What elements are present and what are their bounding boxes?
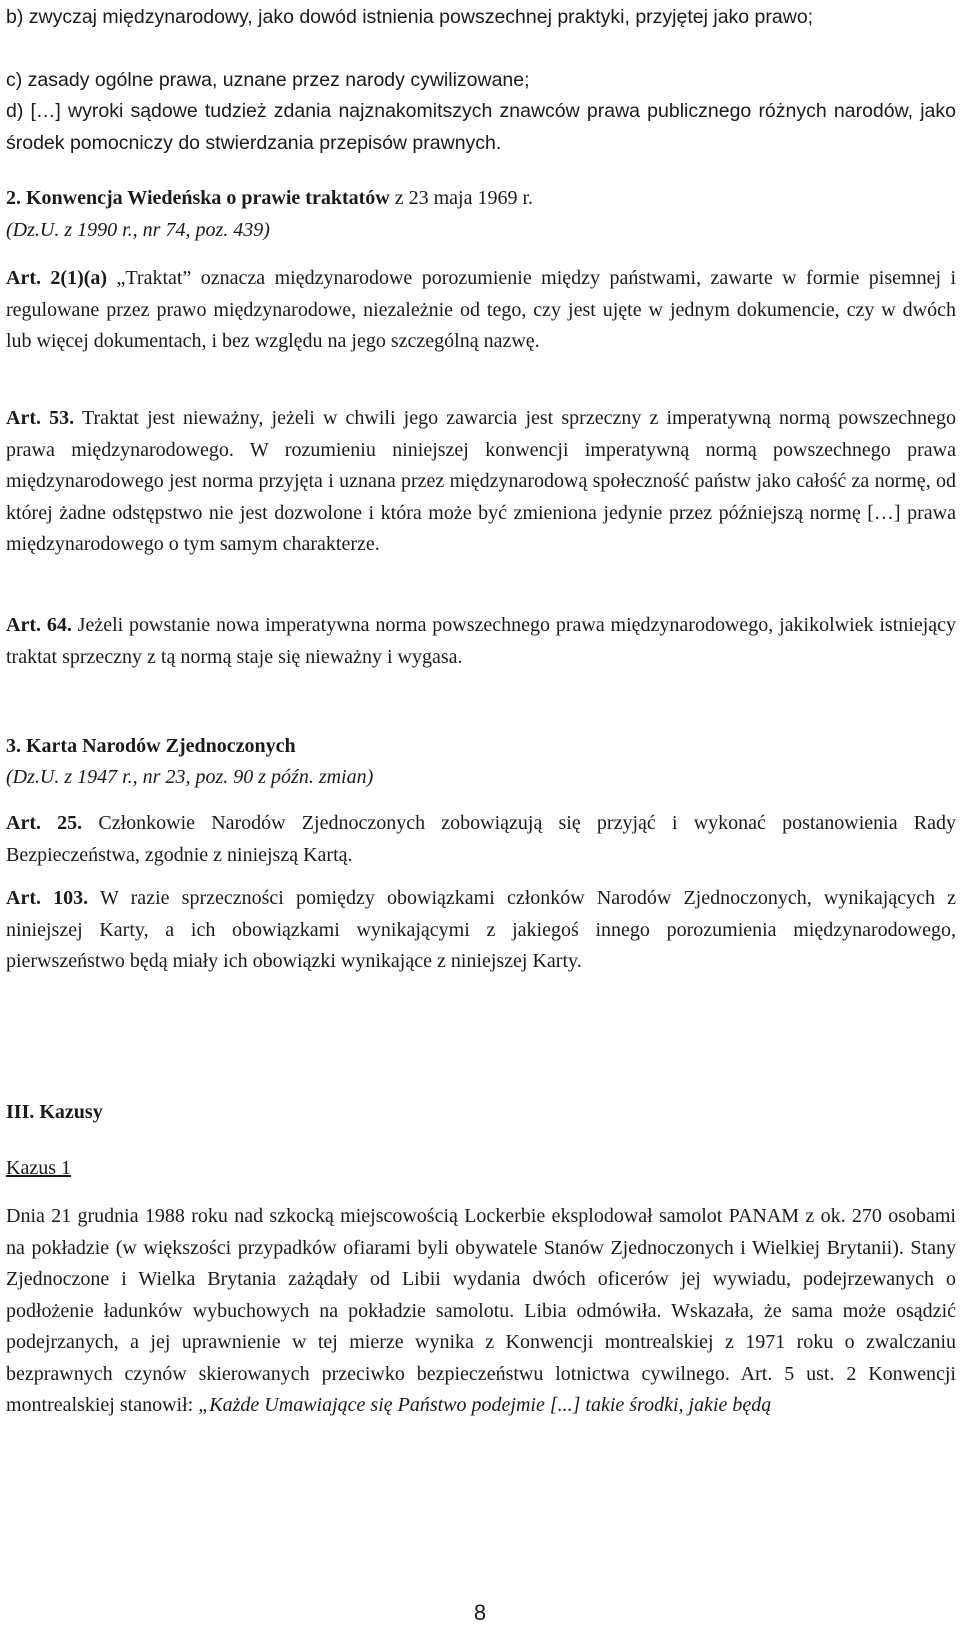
case-title: Kazus 1 (6, 1157, 71, 1179)
charter-art-103: Art. 103. W razie sprzeczności pomiędzy obowiązkami członków Narodów Zjednoczonych, wynikających z niniejszej Karty, a ich obowiązkami wynikającymi z jakiegoś innego porozumienia międzynarodowego, pierwszeństwo będą miały ich obowiązki wynikające z niniejszej Karty. (6, 887, 957, 972)
article-label: Art. 2(1)(a) (6, 267, 108, 289)
article-label: Art. 103. (6, 887, 89, 909)
section-heading-cases: III. Kazusy (6, 1101, 103, 1123)
article-label: Art. 25. (6, 812, 83, 834)
vienna-citation: (Dz.U. z 1990 r., nr 74, poz. 439) (6, 219, 270, 241)
article-label: Art. 64. (6, 614, 72, 636)
case-quote: „Każde Umawiające się Państwo podejmie [...] takie środki, jakie będą (198, 1394, 772, 1416)
vienna-art-64: Art. 64. Jeżeli powstanie nowa imperatywna norma powszechnego prawa międzynarodowego, jakikolwiek istniejący traktat sprzeczny z tą normą staje się nieważny i wygasa. (6, 614, 957, 668)
vienna-art-2: Art. 2(1)(a) „Traktat” oznacza międzynarodowe porozumienie między państwami, zawarte w formie pisemnej i regulowane przez prawo międzynarodowe, niezależnie od tego, czy jest ujęte w jednym dokumencie, czy w dwóch lub więcej dokumentach, i bez względu na jego szczególną nazwę. (6, 267, 956, 352)
page-number: 8 (473, 1600, 487, 1625)
case-text: Dnia 21 grudnia 1988 roku nad szkocką miejscowością Lockerbie eksplodował samolot PANAM z ok. 270 osobami na pokładzie (w większości przypadków ofiarami byli obywatele Stanów Zjednoczonych i Wielkiej Brytanii). Stany Zjednoczone i Wielka Brytania zażądały od Libii wydania dwóch oficerów jej wywiadu, podejrzewanych o podłożenie ładunków wybuchowych na pokładzie samolotu. Libia odmówiła. Wskazała, że sama może osądzić podejrzanych, a jej uprawnienie w tej mierze wynika z Konwencji montrealskiej z 1971 roku o zwalczaniu bezprawnych czynów skierowanych przeciwko bezpieczeństwu lotnictwa cywilnego. Art. 5 ust. 2 Konwencji montrealskiej stanowił: „Każde Umawiające się Państwo podejmie [...] takie środki, jakie będą (6, 1205, 956, 1416)
article-label: Art. 53. (6, 407, 75, 429)
source-d: d) […] wyroki sądowe tudzież zdania najznakomitszych znawców prawa publicznego różnych narodów, jako środek pomocniczy do stwierdzania przepisów prawnych. (6, 100, 956, 154)
source-c: c) zasady ogólne prawa, uznane przez narody cywilizowane; (6, 69, 530, 91)
charter-art-25: Art. 25. Członkowie Narodów Zjednoczonych zobowiązują się przyjąć i wykonać postanowienia Rady Bezpieczeństwa, zgodnie z niniejszą Kartą. (6, 812, 957, 866)
charter-citation: (Dz.U. z 1947 r., nr 23, poz. 90 z późn. zmian) (6, 766, 374, 788)
vienna-art-53: Art. 53. Traktat jest nieważny, jeżeli w chwili jego zawarcia jest sprzeczny z imperatywną normą powszechnego prawa międzynarodowego. W rozumieniu niniejszej konwencji imperatywną normą powszechnego prawa międzynarodowego jest norma przyjęta i uznana przez międzynarodową społeczność państw jako całość za normę, od której żadne odstępstwo nie jest dozwolone i która może być zmieniona jedynie przez późniejszą normę […] prawa międzynarodowego o tym samym charakterze. (6, 407, 957, 555)
vienna-heading: 2. Konwencja Wiedeńska o prawie traktatów z 23 maja 1969 r. (6, 187, 534, 209)
charter-heading: 3. Karta Narodów Zjednoczonych (6, 735, 296, 757)
source-b: b) zwyczaj międzynarodowy, jako dowód istnienia powszechnej praktyki, przyjętej jako prawo; (6, 6, 814, 28)
